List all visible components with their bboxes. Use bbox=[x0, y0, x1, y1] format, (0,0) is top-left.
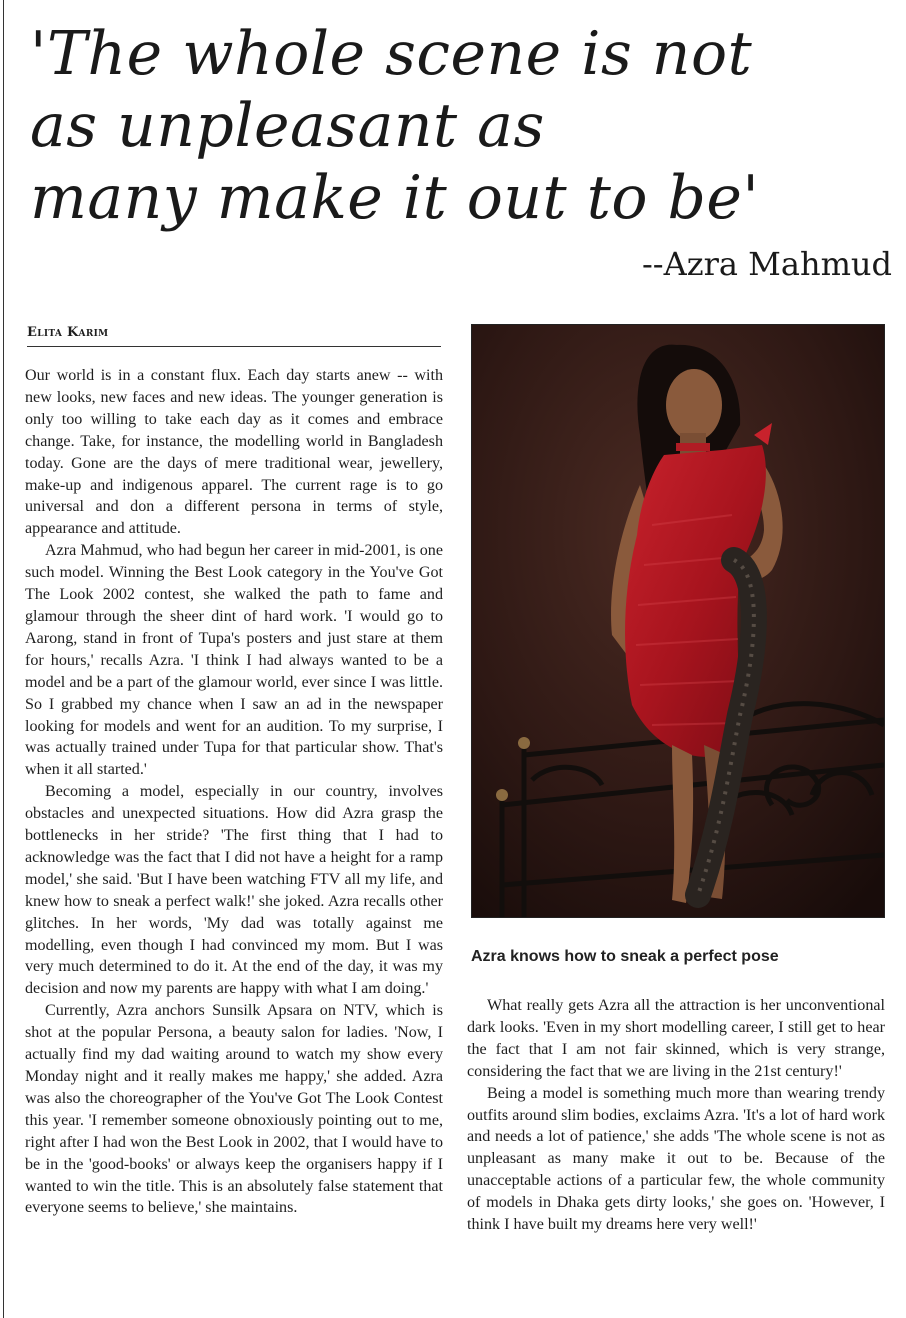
headline-line-2: as unpleasant as bbox=[30, 91, 545, 161]
headline-line-1: 'The whole scene is not bbox=[30, 19, 753, 89]
headline-quote bbox=[30, 18, 890, 234]
author-byline: Elita Karim bbox=[27, 325, 441, 347]
paragraph-5: What really gets Azra all the attraction is her unconventional dark looks. 'Even in my short modelling career, I still get to hear the fact that I am not fair skinned, which is very strange, considering the fact that we are living in the 21st century!' bbox=[467, 997, 885, 1080]
paragraph-1: Our world is in a constant flux. Each day starts anew -- with new looks, new faces and new ideas. The younger generation is only too willing to take each day as it comes and embrace change. Take, for instance, the modelling world in Bangladesh today. Gone are the days of mere traditional wear, jewellery, make-up and indigenous apparel. The current rage is to go universal and don a different persona in terms of style, appearance and attitude. bbox=[25, 367, 443, 538]
article-body-left-column bbox=[25, 365, 443, 1219]
paragraph-3: Becoming a model, especially in our country, involves obstacles and unexpected situations. How did Azra grasp the bottlenecks in her stride? 'The first thing that I had to acknowledge was the fact that I did not have a height for a ramp model,' she said. 'But I have been watching FTV all my life, and knew how to sneak a perfect walk!' she joked. Azra recalls other glitches. In her words, 'My dad was totally against me modelling, even though I had convinced my mom. But I was very much determined to do it. At the end of the day, it was my decision and now my parents are happy with what I am doing.' bbox=[25, 783, 443, 998]
quote-attribution: --Azra Mahmud bbox=[641, 245, 892, 283]
headline-line-3: many make it out to be' bbox=[30, 163, 760, 233]
article-body-right-column bbox=[467, 995, 885, 1236]
model-photo bbox=[471, 324, 885, 918]
paragraph-2: Azra Mahmud, who had begun her career in mid-2001, is one such model. Winning the Best Look category in the You've Got The Look 2002 contest, she walked the path to fame and glamour through the sheer dint of hard work. 'I would go to Aarong, stand in front of Tupa's posters and just stare at them for hours,' recalls Azra. 'I think I had always wanted to be a model and be a part of the glamour world, ever since I was little. So I grabbed my chance when I saw an ad in the newspaper looking for models and went for an audition. To my surprise, I was actually trained under Tupa for that particular show. That's when it all started.' bbox=[25, 542, 443, 779]
model-photo-illustration bbox=[472, 325, 884, 917]
photo-caption: Azra knows how to sneak a perfect pose bbox=[471, 948, 779, 965]
page-margin-rule bbox=[3, 0, 4, 1318]
paragraph-6: Being a model is something much more than wearing trendy outfits around slim bodies, exclaims Azra. 'It's a lot of hard work and needs a lot of patience,' she adds 'The whole scene is not as unpleasant as many make it out to be. Because of the unacceptable actions of a particular few, the whole community of models in Dhaka gets dirty looks,' she goes on. 'However, I think I have built my dreams here very well!' bbox=[467, 1084, 885, 1234]
paragraph-4: Currently, Azra anchors Sunsilk Apsara on NTV, which is shot at the popular Persona, a beauty salon for ladies. 'Now, I actually find my dad waiting around to watch my show every Monday night and it really makes me happy,' she added. Azra was also the choreographer of the You've Got The Look Contest this year. 'I remember someone obnoxiously pointing out to me, right after I had won the Best Look in 2002, that I would have to be in the 'good-books' or always keep the organisers happy if I wanted to win the title. This is an absolutely false statement that everyone seems to believe,' she maintains. bbox=[25, 1002, 443, 1217]
